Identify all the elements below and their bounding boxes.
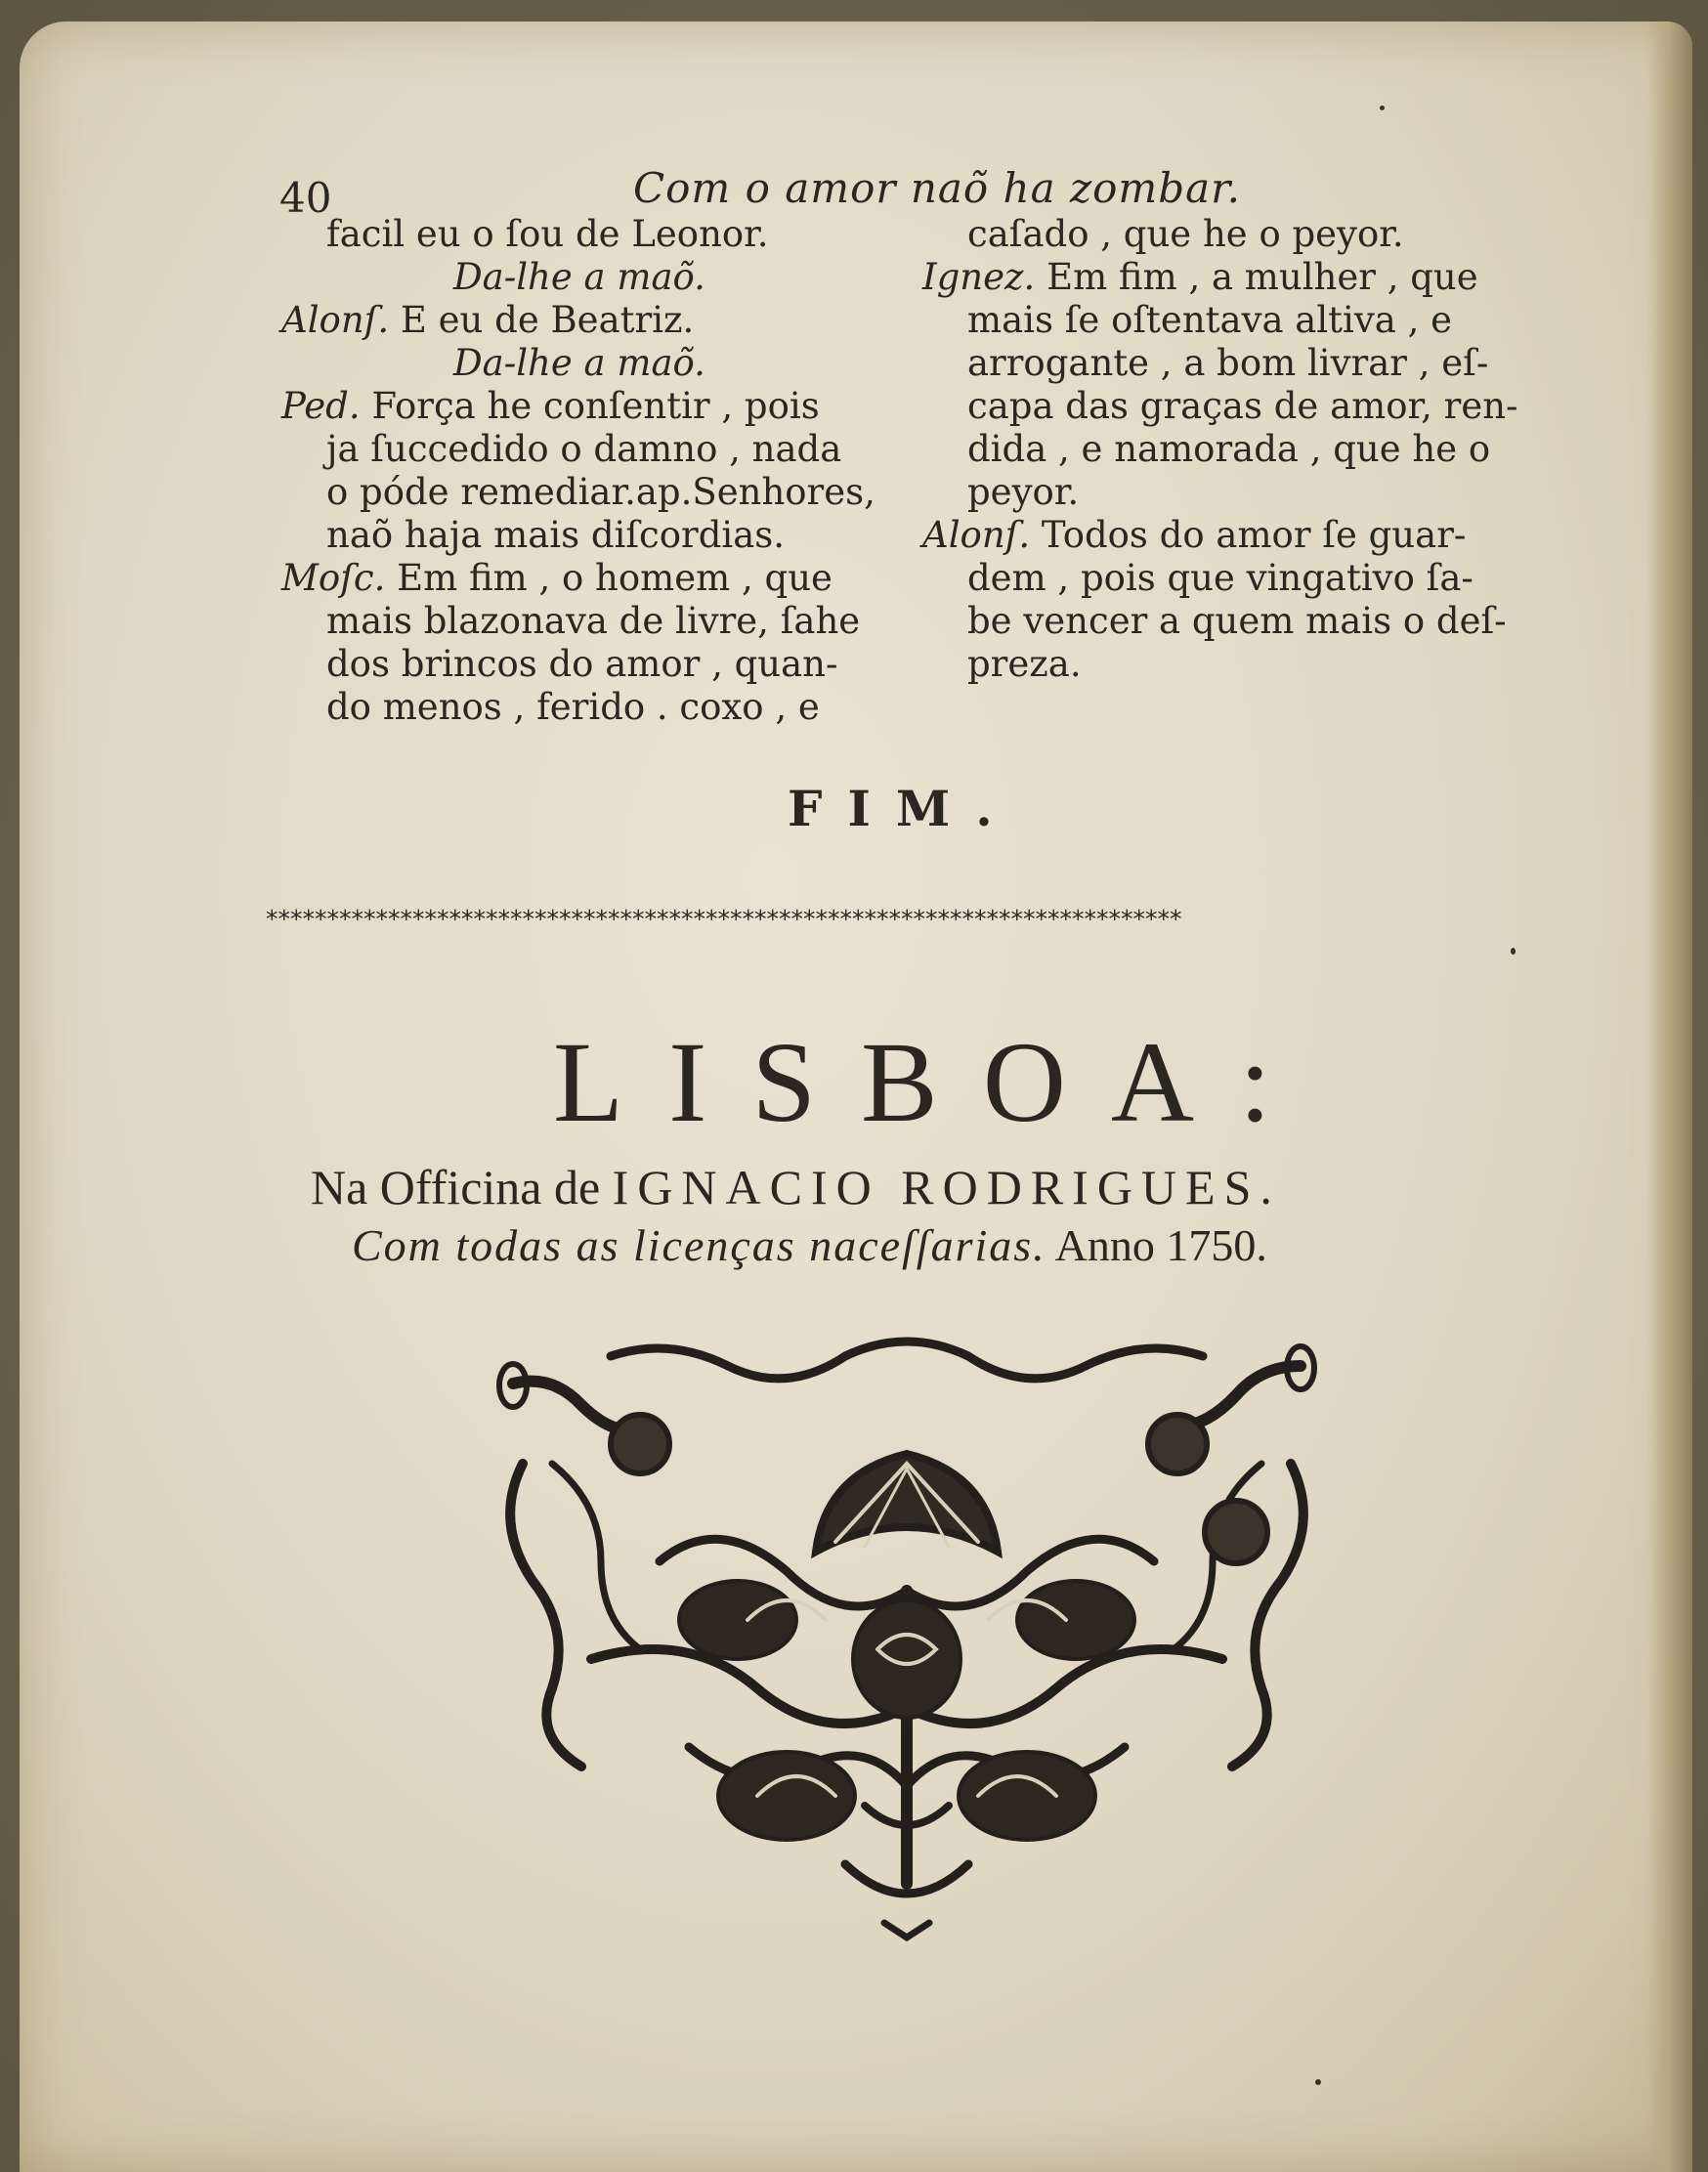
text-line (967, 385, 1518, 428)
printer-name: IGNACIO RODRIGUES. (612, 1160, 1281, 1214)
text-line (967, 600, 1507, 643)
license-text: Com todas as licenças naceſſarias. (352, 1220, 1046, 1270)
text-line (326, 471, 875, 514)
line-text: Força he conſentir , pois (371, 385, 820, 427)
asterisk-rule: *************************************************************************** (266, 905, 1182, 933)
line-text: mais blazonava de livre, ſahe (326, 600, 861, 642)
line-text: Da-lhe a maõ. (453, 342, 705, 384)
imprint-license-line (352, 1219, 1267, 1271)
paper-speck (1315, 2079, 1321, 2085)
line-text: mais ſe oſtentava altiva , e (967, 299, 1453, 341)
text-line (326, 600, 860, 643)
speaker-name: Ignez. (922, 256, 1036, 298)
text-line (967, 299, 1452, 342)
line-text: Todos do amor ſe guar- (1041, 514, 1467, 556)
line-text: caſado , que he o peyor. (967, 213, 1404, 255)
speech-line (922, 514, 1466, 557)
imprint-printer (311, 1159, 1281, 1215)
text-line (326, 514, 785, 557)
line-text: dem , pois que vingativo ſa- (967, 557, 1473, 599)
stage-direction (453, 342, 705, 385)
text-line (326, 686, 820, 729)
line-text: dida , e namorada , que he o (967, 428, 1491, 470)
text-line (967, 342, 1488, 385)
paper-speck (1511, 948, 1516, 955)
printers-ornament (493, 1337, 1320, 1942)
speech-line (281, 557, 833, 600)
page-edge (1647, 21, 1692, 2172)
text-line (967, 471, 1079, 514)
text-line (967, 557, 1473, 600)
speech-line (922, 256, 1478, 299)
paper-speck (1380, 106, 1385, 110)
imprint-year: Anno 1750. (1054, 1220, 1267, 1270)
speaker-name: Ped. (281, 385, 361, 427)
text-line (326, 643, 838, 686)
speaker-name: Alonſ. (281, 299, 390, 341)
line-text: dos brincos do amor , quan- (326, 643, 838, 685)
line-text: Em fim , o homem , que (397, 557, 833, 599)
text-line (326, 213, 769, 256)
line-text: Da-lhe a maõ. (453, 256, 705, 298)
text-line (967, 213, 1404, 256)
line-text: arrogante , a bom livrar , eſ- (967, 342, 1489, 384)
running-title: Com o amor naõ ha zombar. (633, 164, 1241, 212)
printer-prefix: Na Officina de (311, 1160, 601, 1214)
speech-line (281, 385, 820, 428)
end-mark: FIM. (788, 780, 1018, 837)
line-text: capa das graças de amor, ren- (967, 385, 1518, 427)
text-line (326, 428, 841, 471)
text-line (967, 643, 1082, 686)
line-text: preza. (967, 643, 1082, 685)
text-line (967, 428, 1490, 471)
speech-line (281, 299, 694, 342)
stage-direction (453, 256, 705, 299)
line-text: ja ſuccedido o damno , nada (326, 428, 842, 470)
line-text: be vencer a quem mais o deſ- (967, 600, 1507, 642)
speaker-name: Alonſ. (922, 514, 1031, 556)
line-text: naõ haja mais diſcordias. (326, 514, 786, 556)
imprint-city: LISBOA: (553, 1018, 1316, 1146)
line-text: Em fim , a mulher , que (1046, 256, 1478, 298)
line-text: facil eu o ſou de Leonor. (326, 213, 769, 255)
line-text: o póde remediar.ap.Senhores, (326, 471, 875, 513)
speaker-name: Moſc. (281, 557, 386, 599)
line-text: peyor. (967, 471, 1080, 513)
line-text: E eu de Beatriz. (400, 299, 695, 341)
page-number: 40 (279, 174, 332, 222)
line-text: do menos , ferido . coxo , e (326, 686, 820, 728)
